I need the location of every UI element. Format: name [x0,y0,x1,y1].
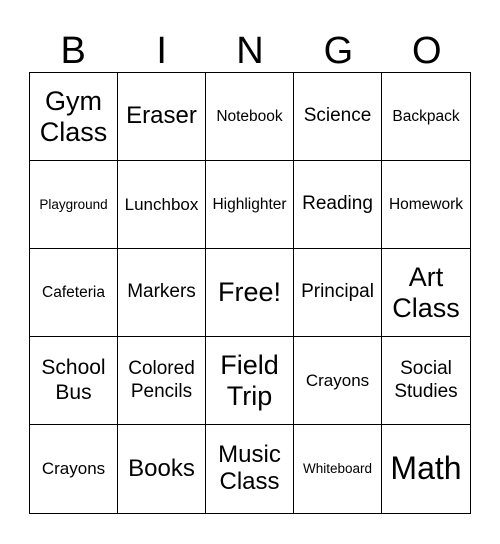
header-letter-n: N [236,30,264,72]
bingo-cell[interactable]: Markers [118,249,206,337]
bingo-cell[interactable]: Whiteboard [294,425,382,513]
bingo-cell[interactable]: Crayons [294,337,382,425]
bingo-cell[interactable]: Eraser [118,73,206,161]
header-letter-o: O [412,30,442,72]
bingo-cell[interactable]: Music Class [206,425,294,513]
bingo-cell[interactable]: Lunchbox [118,161,206,249]
bingo-cell[interactable]: Highlighter [206,161,294,249]
bingo-cell[interactable]: Backpack [382,73,470,161]
bingo-header [29,28,471,74]
header-letter-b: B [60,30,86,72]
bingo-cell[interactable]: Gym Class [30,73,118,161]
bingo-cell[interactable]: Books [118,425,206,513]
bingo-cell[interactable]: Principal [294,249,382,337]
header-letter-g: G [323,30,354,72]
bingo-cell[interactable]: Colored Pencils [118,337,206,425]
bingo-cell[interactable]: Science [294,73,382,161]
bingo-cell[interactable]: Playground [30,161,118,249]
bingo-cell[interactable]: Social Studies [382,337,470,425]
bingo-cell[interactable]: Math [390,450,462,487]
bingo-cell[interactable]: Homework [382,161,470,249]
bingo-cell[interactable]: Reading [294,161,382,249]
bingo-board [29,72,471,514]
bingo-cell[interactable]: Notebook [206,73,294,161]
bingo-cell[interactable]: Cafeteria [30,249,118,337]
bingo-cell[interactable]: Art Class [382,249,470,337]
bingo-cell[interactable]: Field Trip [206,337,294,425]
bingo-cell[interactable]: Crayons [30,425,118,513]
header-letter-i: I [156,30,167,72]
bingo-cell-free-space[interactable]: Free! [206,249,294,337]
bingo-cell[interactable]: School Bus [30,337,118,425]
